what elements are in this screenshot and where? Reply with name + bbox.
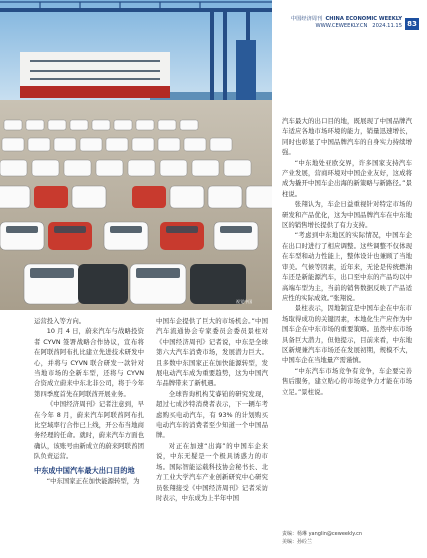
paragraph: 10 月 4 日，蔚来汽车与战略投资者 CYVN 签署战略合作协议，宣布将在阿联酋阿布扎比建立先进技术研发中心，并将与 CYVN 联合研发一款针对当地市场的全新车型，还将与 CYVN 合资成立蔚来中东北非公司，将于今年第四季度首先在阿联酋开展业务。 [34,327,144,398]
designer-credit: 美编：孙砼兰 [282,539,313,545]
paragraph: 运营投入等方向。 [34,317,86,325]
paragraph: “考虑到中东地区的实际情况，中国车企在出口时进行了相应调整。这些调整不仅体现在车型和动力性能上，整体设计也兼顾了当地审美。气候等因素，近年来，无论是传统燃油车还是新能源汽车，出口至中东的产品均以中高端车型为主，当前的销售数据反映了产品适应性的实际成效。”张翔说。 [282,231,412,302]
article-column-1 [34,316,144,486]
editor-credit: 责编：杨琳 yanglin@ceweekly.cn [282,531,363,537]
paragraph: 对正在加速“出海”的中国车企来说，中东无疑是一个极具诱惑力的市场。国际智能运载科技协会秘书长、北方工业大学汽车产业创新研究中心研究员张翔接受《中国经济周刊》记者采访时表示，中东成为上半年中国 [156,441,268,502]
paragraph: 全球咨询机构艾睿铂的研究发现，超过七成沙特消费者表示，下一辆车考虑购买电动汽车，有 93% 的计划购买电动汽车的消费者至少知道一个中国品牌。 [156,389,268,440]
website: WWW.CEWEEKLY.CN [315,23,368,29]
issue-date: 2024.11.15 [372,23,402,29]
article-column-3 [282,116,412,397]
masthead-title-line [291,16,402,23]
paragraph: 张翔认为，车企日益重视针对特定市场的研发和产品优化，这为中国品牌汽车在中东地区的销售增长提供了有力支持。 [282,200,412,230]
page-number: 83 [405,18,419,30]
paragraph: “中东地处亚欧交界，许多国家支持汽车产业发展，营商环境对中国企业友好，这成将成为撬开中国车企出海的新策略与新路径。”景柱说。 [282,158,412,198]
paragraph: 汽车最大的出口目的地，既展现了中国品牌汽车适应各地市场环境的能力，销量迅速增长，同时也彰显了中国品牌汽车的自身实力持续增强。 [282,117,412,157]
article-column-2 [156,316,268,503]
magazine-name-en: CHINA ECONOMIC WEEKLY [325,16,402,22]
magazine-name-cn: 中国经济周刊 [291,16,323,22]
paragraph: 中国车企提供了巨大的市场机会。”中国汽车流通协会专家委员会委员景柱对《中国经济周刊》记者说，中东是全球第六大汽车消费市场，发展潜力巨大。且多数中东国家正在加快能源转型，发展电动汽车成为重要趋势，这为中国汽车品牌带来了新机遇。 [156,317,268,388]
port-cars-photo [0,0,272,310]
paragraph: “中东汽车市场竞争有竞争，车企要完善售后服务，建立贴心的市场竞争力才能在市场立足。”景柱说。 [282,366,412,396]
paragraph: 景柱表示，因地制宜是中国车企在中东市场取得成功的关键因素，本地化生产应作为中国车企在中东市场的重要策略。虽然中东市场具备巨大潜力，但他提示，目前来看，中东地区新规兼汽车市场还在发展初期，规模不大，中国车企在当地量产需谨慎。 [282,304,412,365]
photo-credit: 视觉中国 [236,299,253,304]
section-subheading: 中东成中国汽车最大出口目的地 [34,465,135,475]
paragraph: 《中国经济周刊》记者注意到，早在今年 8 月，蔚来汽车阿联酋阿布扎比空域率行合作已上线，开公布当地商务经理的任命。就时，蔚来汽车方面也确认，该账号由新成立的蔚来阿联酋团队负责运营。 [34,400,144,461]
paragraph: “中东国家正在加快能源转型，为 [46,476,140,485]
masthead [291,16,402,30]
masthead-web-line [291,23,402,30]
credits-footer [282,530,362,546]
